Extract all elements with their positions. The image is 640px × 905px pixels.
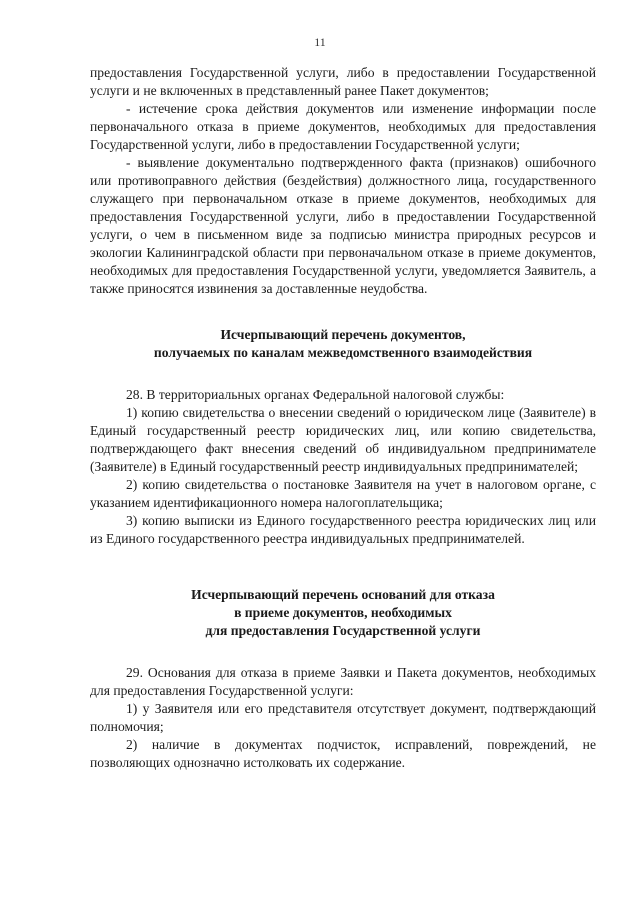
paragraph-29-item-2: 2) наличие в документах подчисток, исправлений, повреждений, не позволяющих однозначно истолковать их содержание. xyxy=(90,737,596,770)
paragraph-28-item-3: 3) копию выписки из Единого государственного реестра юридических лиц или из Единого государственного реестра индивидуальных предпринимателей. xyxy=(90,513,596,546)
paragraph-29-item-1: 1) у Заявителя или его представителя отсутствует документ, подтверждающий полномочия; xyxy=(90,701,596,734)
heading-line: в приеме документов, необходимых xyxy=(234,605,452,620)
heading-line: Исчерпывающий перечень документов, xyxy=(220,327,466,342)
paragraph-28-item-2: 2) копию свидетельства о постановке Заявителя на учет в налоговом органе, с указанием идентификационного номера налогоплательщика; xyxy=(90,477,596,510)
section-heading-documents xyxy=(90,326,596,362)
heading-line: для предоставления Государственной услуги xyxy=(205,623,481,638)
intro-paragraph-continuation: предоставления Государственной услуги, либо в предоставлении Государственной услуги и не включенных в представленный ранее Пакет документов; xyxy=(90,65,596,98)
intro-paragraph-expiry: - истечение срока действия документов или изменение информации после первоначального отказа в приеме документов, необходимых для предоставления Государственной услуги, либо в предоставлении Государственной услуги; xyxy=(90,101,596,152)
document-body xyxy=(90,64,596,772)
paragraph-28: 28. В территориальных органах Федеральной налоговой службы: xyxy=(126,387,505,402)
paragraph-29: 29. Основания для отказа в приеме Заявки и Пакета документов, необходимых для предоставления Государственной услуги: xyxy=(90,665,596,698)
paragraph-28-item-1: 1) копию свидетельства о внесении сведений о юридическом лице (Заявителе) в Единый государственный реестр юридических лиц, или копию свидетельства, подтверждающего факт внесения сведений об индивидуальном предпринимателе (Заявителе) в Единый государственный реестр индивидуальных предпринимателей; xyxy=(90,405,596,474)
intro-paragraph-error: - выявление документально подтвержденного факта (признаков) ошибочного или противоправного действия (бездействия) должностного лица, государственного служащего при первоначальном отказе в приеме документов, необходимых для предоставления Государственной услуги, либо в предоставлении Государственной услуги, о чем в письменном виде за подписью министра природных ресурсов и экологии Калининградской области при первоначальном отказе в приеме документов, необходимых для предоставления Государственной услуги, уведомляется Заявитель, а также приносятся извинения за доставленные неудобства. xyxy=(90,155,596,296)
heading-line: получаемых по каналам межведомственного взаимодействия xyxy=(153,345,533,360)
page-number: 11 xyxy=(314,35,326,49)
heading-line: Исчерпывающий перечень оснований для отказа xyxy=(191,587,495,602)
section-heading-refusal-grounds xyxy=(90,586,596,640)
